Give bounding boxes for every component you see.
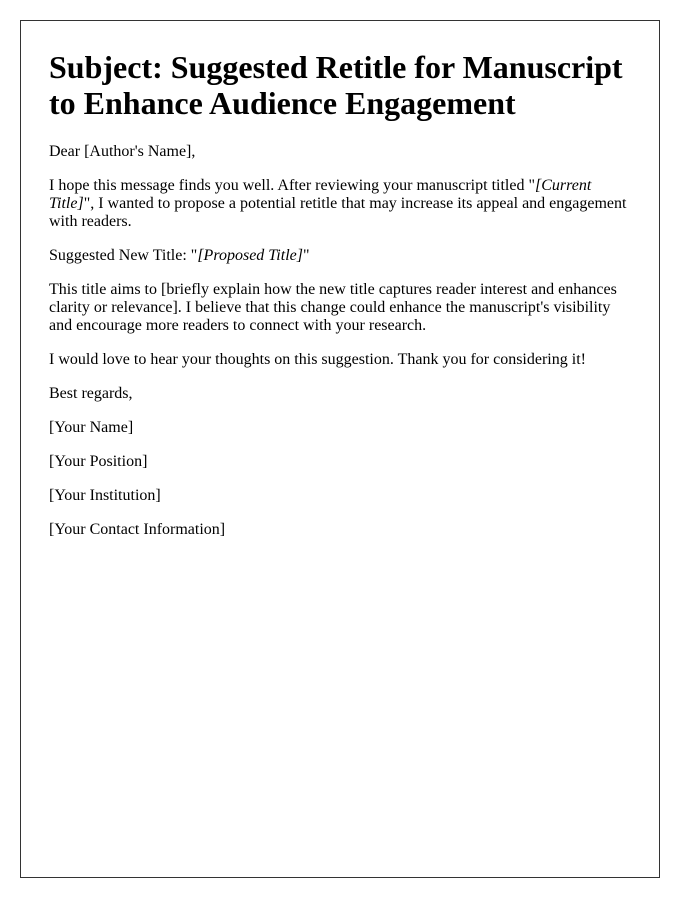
intro-text-after: ", I wanted to propose a potential retitle that may increase its appeal and engagement with readers. <box>49 195 627 230</box>
intro-text-before: I hope this message finds you well. After reviewing your manuscript titled " <box>49 177 535 194</box>
subject-heading: Subject: Suggested Retitle for Manuscript to Enhance Audience Engagement <box>49 49 623 121</box>
current-title-placeholder: [Current Title] <box>49 177 592 212</box>
letter-content <box>49 49 633 555</box>
signature-position: [Your Position] <box>49 453 148 470</box>
suggested-title-line <box>49 247 633 265</box>
suggested-title-quote: " <box>302 247 310 264</box>
signature-contact: [Your Contact Information] <box>49 521 226 538</box>
signature-name: [Your Name] <box>49 419 134 436</box>
intro-paragraph <box>49 177 633 231</box>
signature-institution: [Your Institution] <box>49 487 161 504</box>
sign-off: Best regards, <box>49 385 133 402</box>
proposed-title-placeholder: [Proposed Title] <box>197 247 303 264</box>
explanation-paragraph: This title aims to [briefly explain how the new title captures reader interest and enhances clarity or relevance]. I believe that this change could enhance the manuscript's visibility and encourage more readers to connect with your research. <box>49 281 617 334</box>
suggested-title-label: Suggested New Title: " <box>49 247 198 264</box>
closing-request: I would love to hear your thoughts on this suggestion. Thank you for considering it! <box>49 351 586 368</box>
letter-page <box>20 20 660 878</box>
greeting: Dear [Author's Name], <box>49 143 196 160</box>
